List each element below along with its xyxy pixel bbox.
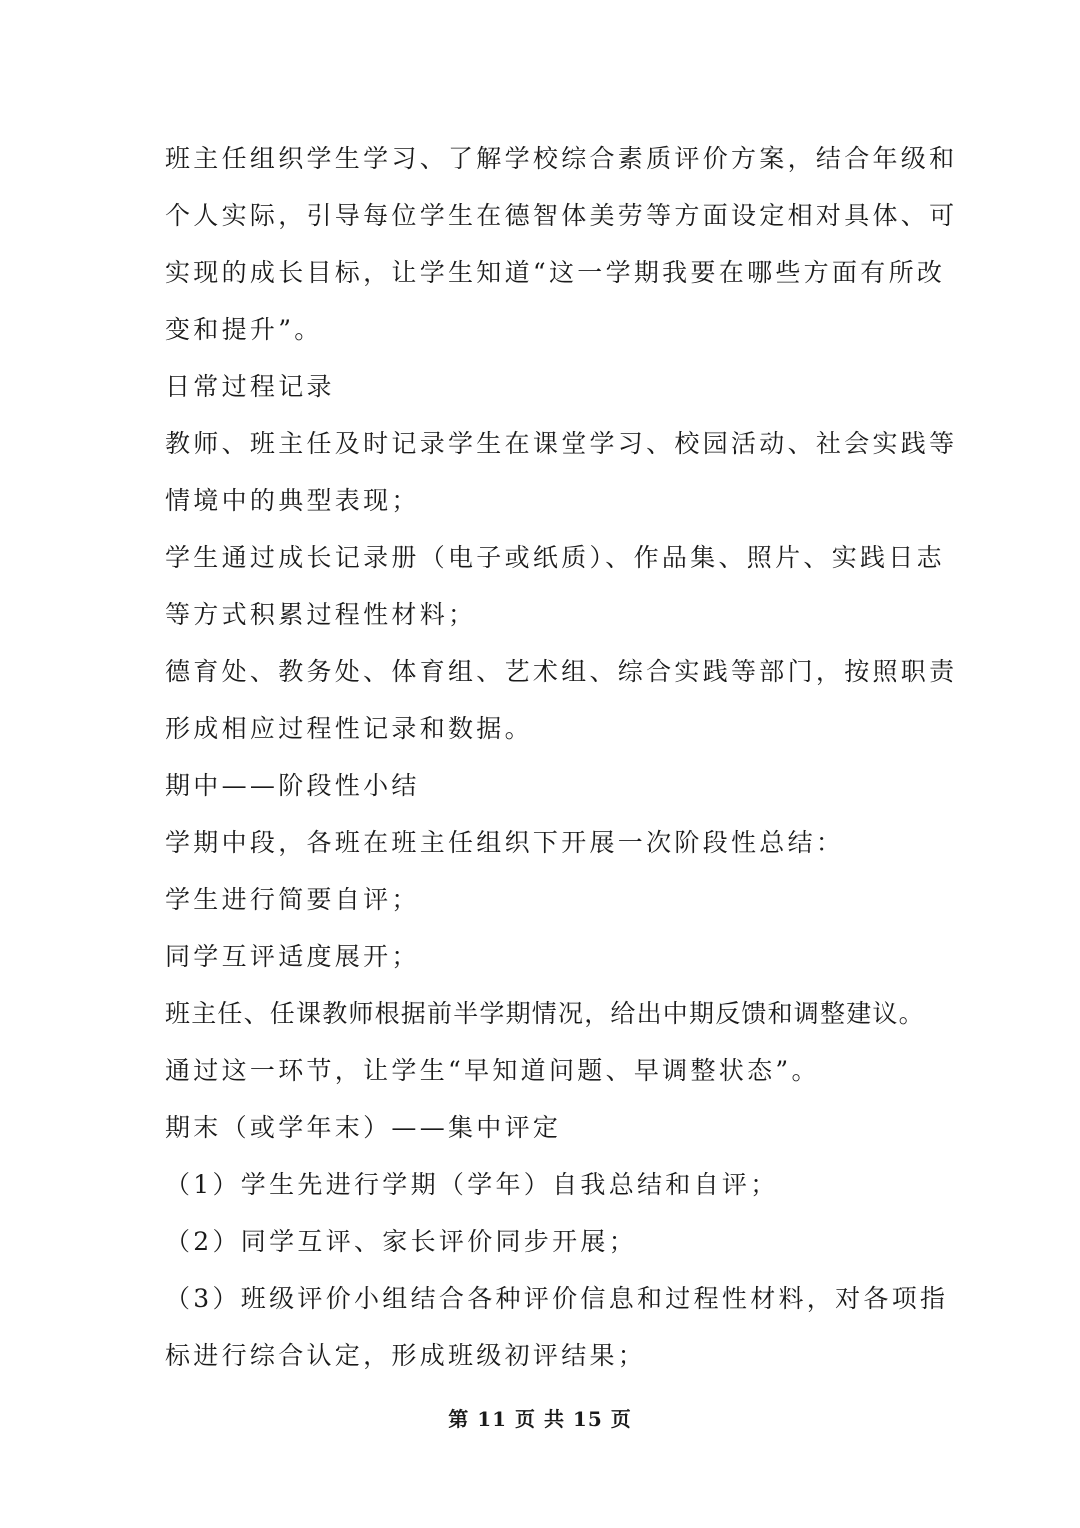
body-line: 个人实际，引导每位学生在德智体美劳等方面设定相对具体、可: [165, 201, 958, 230]
list-item: （2）同学互评、家长评价同步开展；: [165, 1227, 638, 1256]
list-item-continuation: 标进行综合认定，形成班级初评结果；: [165, 1341, 647, 1370]
body-line: 情境中的典型表现；: [165, 486, 420, 515]
body-line: 形成相应过程性记录和数据。: [165, 714, 533, 743]
body-line: 变和提升”。: [165, 315, 323, 344]
list-item: （1）学生先进行学期（学年）自我总结和自评；: [165, 1170, 779, 1199]
body-line: 实现的成长目标，让学生知道“这一学期我要在哪些方面有所改: [165, 258, 946, 287]
body-line: 学生通过成长记录册（电子或纸质）、作品集、照片、实践日志: [165, 543, 945, 572]
body-line: 学期中段，各班在班主任组织下开展一次阶段性总结：: [165, 828, 845, 857]
body-line: 通过这一环节，让学生“早知道问题、早调整状态”。: [165, 1056, 820, 1085]
body-line: 教师、班主任及时记录学生在课堂学习、校园活动、社会实践等: [165, 429, 958, 458]
body-line: 班主任、任课教师根据前半学期情况，给出中期反馈和调整建议。: [165, 999, 925, 1028]
body-line: 同学互评适度展开；: [165, 942, 420, 971]
list-item: （3）班级评价小组结合各种评价信息和过程性材料，对各项指: [165, 1284, 949, 1313]
section-heading: 期末（或学年末）——集中评定: [165, 1113, 562, 1142]
page-number-footer: 第 11 页 共 15 页: [448, 1407, 632, 1431]
section-heading: 期中——阶段性小结: [165, 771, 420, 800]
body-line: 学生进行简要自评；: [165, 885, 420, 914]
section-heading: 日常过程记录: [165, 372, 335, 401]
body-line: 班主任组织学生学习、了解学校综合素质评价方案，结合年级和: [165, 144, 958, 173]
document-body: [165, 130, 958, 1384]
body-line: 德育处、教务处、体育组、艺术组、综合实践等部门，按照职责: [165, 657, 958, 686]
body-line: 等方式积累过程性材料；: [165, 600, 477, 629]
